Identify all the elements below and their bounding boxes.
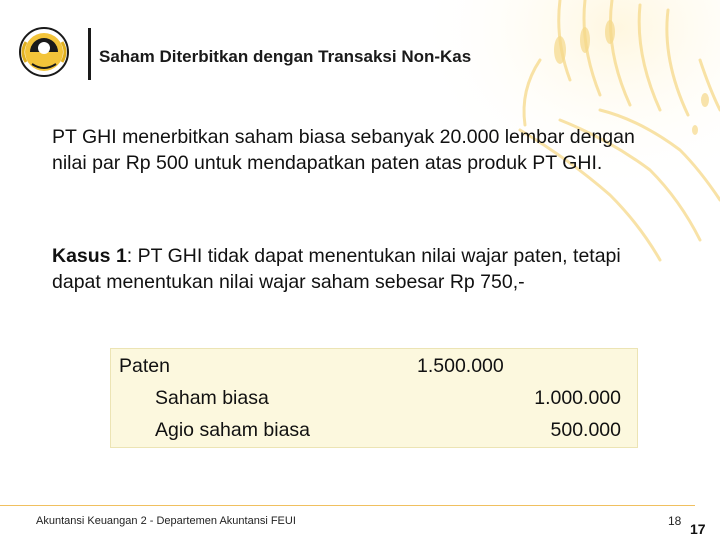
journal-account: Agio saham biasa [155, 419, 311, 441]
intro-text: PT GHI menerbitkan saham biasa sebanyak 20.000 lembar dengan nilai par Rp 500 untuk mendapatkan paten atas produk PT GHI. [52, 126, 635, 174]
title-divider [88, 28, 91, 80]
slide-number-small: 18 [668, 514, 682, 528]
kasus-paragraph [52, 243, 652, 295]
kasus-text-block [52, 243, 652, 295]
journal-credit: 1.000.000 [534, 387, 621, 409]
footer-text: Akuntansi Keuangan 2 - Departemen Akuntansi FEUI [36, 515, 296, 527]
page-title: Saham Diterbitkan dengan Transaksi Non-Kas [99, 47, 472, 66]
journal-entry-box [110, 348, 638, 448]
page-number: 17 [690, 521, 706, 537]
university-logo-icon [12, 22, 76, 82]
kasus-text: : PT GHI tidak dapat menentukan nilai wajar paten, tetapi dapat menentukan nilai wajar saham sebesar Rp 750,- [52, 245, 621, 293]
journal-debit: 1.500.000 [417, 355, 504, 377]
kasus-label: Kasus 1 [52, 245, 127, 267]
journal-row [111, 387, 637, 417]
intro-paragraph [52, 124, 652, 176]
journal-credit: 500.000 [550, 419, 621, 441]
footer-divider [0, 505, 695, 506]
journal-row [111, 355, 637, 385]
journal-account: Paten [119, 355, 170, 377]
journal-account: Saham biasa [155, 387, 269, 409]
journal-row [111, 419, 637, 449]
